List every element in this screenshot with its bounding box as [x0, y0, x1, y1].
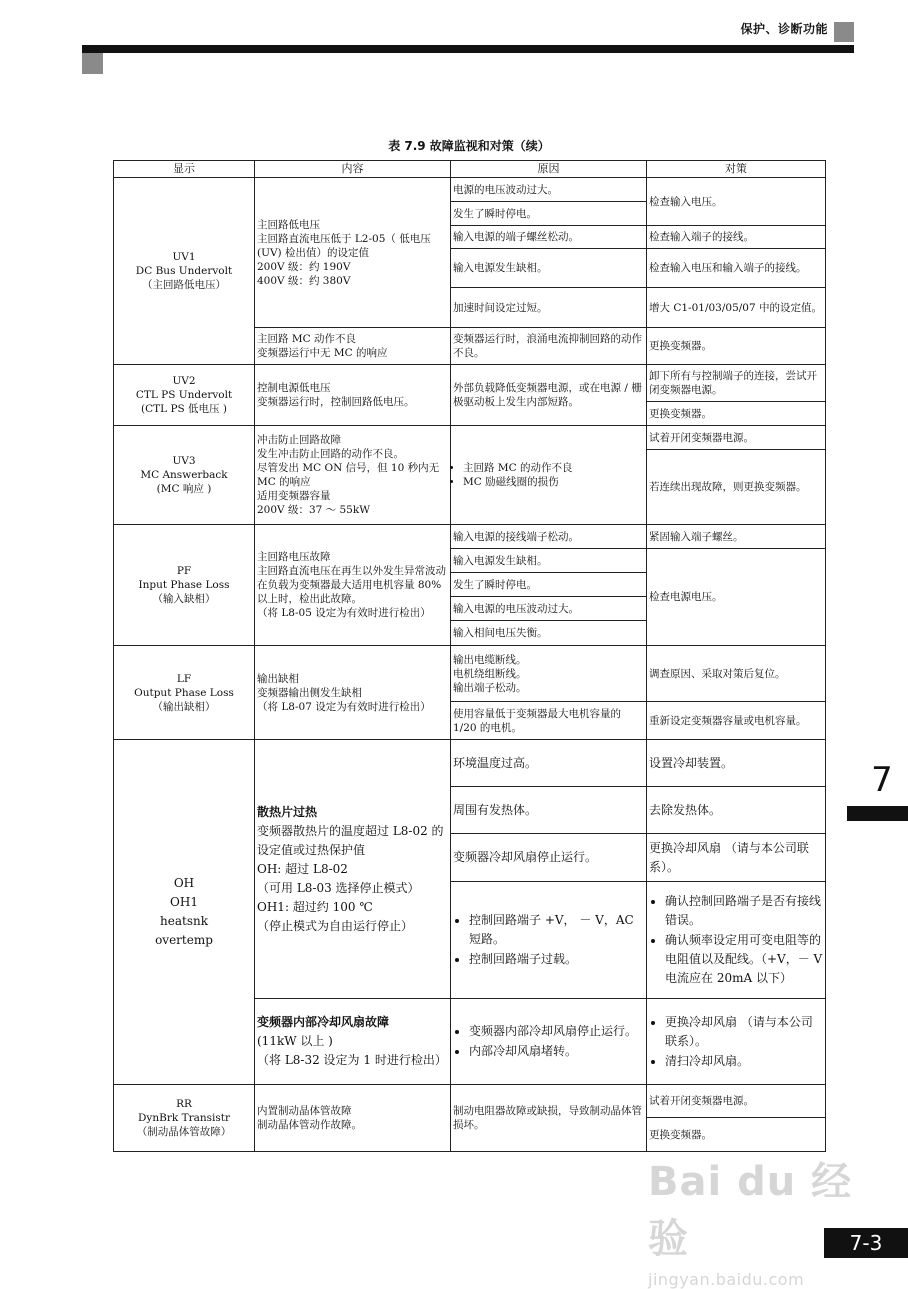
col-header-action: 对策 [647, 161, 826, 178]
table-row [114, 365, 826, 402]
table-row [114, 525, 826, 549]
list-item: • 确认控制回路端子是否有接线错误。 [665, 892, 823, 930]
action-cell: 若连续出现故障，则更换变频器。 [647, 450, 826, 525]
table-row [114, 740, 826, 787]
display-cell-oh: OH OH1 heatsnk overtemp [114, 740, 255, 1085]
table-row [114, 646, 826, 702]
watermark-url: jingyan.baidu.com [648, 1270, 805, 1289]
cause-cell [451, 882, 647, 999]
col-header-content: 内容 [255, 161, 451, 178]
table-row [114, 178, 826, 202]
list-item: • 控制回路端子 +V， － V，AC 短路。 [469, 911, 644, 949]
table-row [114, 1085, 826, 1118]
list-item: • 控制回路端子过载。 [469, 950, 644, 969]
display-cell-uv2: UV2 CTL PS Undervolt (CTL PS 低电压 ) [114, 365, 255, 426]
cause-cell: 输入相间电压失衡。 [451, 621, 647, 646]
cause-cell: 变频器运行时，浪涌电流抑制回路的动作不良。 [451, 328, 647, 365]
cause-cell: 发生了瞬时停电。 [451, 573, 647, 597]
cause-cell: 发生了瞬时停电。 [451, 202, 647, 226]
action-cell: 重新设定变频器容量或电机容量。 [647, 702, 826, 740]
fault-table [113, 160, 826, 1152]
table-row [114, 426, 826, 450]
header-rule [82, 45, 854, 53]
list-item: • 主回路 MC 的动作不良 [463, 461, 644, 475]
content-cell-uv2: 控制电源低电压 变频器运行时，控制回路低电压。 [255, 365, 451, 426]
action-cell: 紧固输入端子螺丝。 [647, 525, 826, 549]
cause-cell: 环境温度过高。 [451, 740, 647, 787]
content-cell-uv1-a: 主回路低电压 主回路直流电压低于 L2-05（ 低电压 (UV) 检出值）的设定值 200V 级：约 190V 400V 级：约 380V [255, 178, 451, 328]
list-item: • 变频器内部冷却风扇停止运行。 [469, 1022, 644, 1041]
list-item: • 更换冷却风扇 （请与本公司联系）。 [665, 1013, 823, 1051]
col-header-display: 显示 [114, 161, 255, 178]
cause-cell: 输入电源发生缺相。 [451, 249, 647, 288]
action-cell: 增大 C1-01/03/05/07 中的设定值。 [647, 288, 826, 328]
action-cell [647, 999, 826, 1085]
cause-cell: 变频器冷却风扇停止运行。 [451, 834, 647, 882]
list-item: • MC 励磁线圈的损伤 [463, 475, 644, 489]
display-cell-uv1: UV1 DC Bus Undervolt （主回路低电压） [114, 178, 255, 365]
content-cell-rr: 内置制动晶体管故障 制动晶体管动作故障。 [255, 1085, 451, 1152]
action-cell: 试着开闭变频器电源。 [647, 426, 826, 450]
cause-cell: 输入电源的接线端子松动。 [451, 525, 647, 549]
cause-cell [451, 999, 647, 1085]
page-number: 7-3 [824, 1228, 908, 1258]
cause-cell: 使用容量低于变频器最大电机容量的 1/20 的电机。 [451, 702, 647, 740]
action-cell: 去除发热体。 [647, 787, 826, 834]
content-cell-uv1-b: 主回路 MC 动作不良 变频器运行中无 MC 的响应 [255, 328, 451, 365]
content-cell-lf: 输出缺相 变频器输出侧发生缺相 （将 L8-07 设定为有效时进行检出） [255, 646, 451, 740]
cause-cell: 加速时间设定过短。 [451, 288, 647, 328]
cause-cell: 输入电源的端子螺丝松动。 [451, 226, 647, 249]
header-marker-left [82, 53, 103, 74]
action-cell: 调查原因、采取对策后复位。 [647, 646, 826, 702]
display-cell-uv3: UV3 MC Answerback (MC 响应 ) [114, 426, 255, 525]
action-cell [647, 882, 826, 999]
content-cell-oh-b: 变频器内部冷却风扇故障 (11kW 以上 ) （将 L8-32 设定为 1 时进行检出） [255, 999, 451, 1085]
table-header-row [114, 161, 826, 178]
action-cell: 更换冷却风扇 （请与本公司联系）。 [647, 834, 826, 882]
display-cell-pf: PF Input Phase Loss （输入缺相） [114, 525, 255, 646]
section-title: 保护、诊断功能 [740, 22, 828, 36]
content-cell-oh-a: 散热片过热 变频器散热片的温度超过 L8-02 的设定值或过热保护值 OH: 超过 L8-02 （可用 L8-03 选择停止模式） OH1: 超过约 100 ℃ （停止模式为自由运行停止） [255, 740, 451, 999]
display-cell-lf: LF Output Phase Loss （输出缺相） [114, 646, 255, 740]
chapter-number: 7 [871, 760, 893, 800]
action-cell: 试着开闭变频器电源。 [647, 1085, 826, 1118]
cause-cell: 输出电缆断线。 电机绕组断线。 输出端子松动。 [451, 646, 647, 702]
action-cell: 检查输入电压和输入端子的接线。 [647, 249, 826, 288]
cause-cell: 输入电源发生缺相。 [451, 549, 647, 573]
action-cell: 更换变频器。 [647, 1118, 826, 1152]
watermark-logo: Bai du 经验 [648, 1159, 853, 1262]
action-cell: 设置冷却装置。 [647, 740, 826, 787]
header-marker-right [834, 22, 854, 42]
action-cell: 更换变频器。 [647, 402, 826, 426]
cause-cell: 周围有发热体。 [451, 787, 647, 834]
col-header-cause: 原因 [451, 161, 647, 178]
cause-cell: 制动电阻器故障或缺损，导致制动晶体管损坏。 [451, 1085, 647, 1152]
action-cell: 检查输入电压。 [647, 178, 826, 226]
list-item: • 内部冷却风扇堵转。 [469, 1042, 644, 1061]
cause-cell [451, 426, 647, 525]
cause-cell: 外部负载降低变频器电源，或在电源 / 栅极驱动板上发生内部短路。 [451, 365, 647, 426]
action-cell: 检查输入端子的接线。 [647, 226, 826, 249]
cause-cell: 电源的电压波动过大。 [451, 178, 647, 202]
list-item: • 确认频率设定用可变电阻等的电阻值以及配线。（+V，－ V 电流应在 20mA 以下） [665, 931, 823, 988]
action-cell: 更换变频器。 [647, 328, 826, 365]
table-caption: 表 7.9 故障监视和对策（续） [388, 139, 550, 153]
cause-cell: 输入电源的电压波动过大。 [451, 597, 647, 621]
action-cell: 检查电源电压。 [647, 549, 826, 646]
chapter-tab-bar [847, 806, 908, 821]
content-cell-uv3: 冲击防止回路故障 发生冲击防止回路的动作不良。 尽管发出 MC ON 信号，但 10 秒内无 MC 的响应 适用变频器容量 200V 级：37 ～ 55kW [255, 426, 451, 525]
display-cell-rr: RR DynBrk Transistr （制动晶体管故障） [114, 1085, 255, 1152]
action-cell: 卸下所有与控制端子的连接，尝试开闭变频器电源。 [647, 365, 826, 402]
content-cell-pf: 主回路电压故障 主回路直流电压在再生以外发生异常波动 在负载为变频器最大适用电机容量 80% 以上时，检出此故障。 （将 L8-05 设定为有效时进行检出） [255, 525, 451, 646]
list-item: • 清扫冷却风扇。 [665, 1052, 823, 1071]
